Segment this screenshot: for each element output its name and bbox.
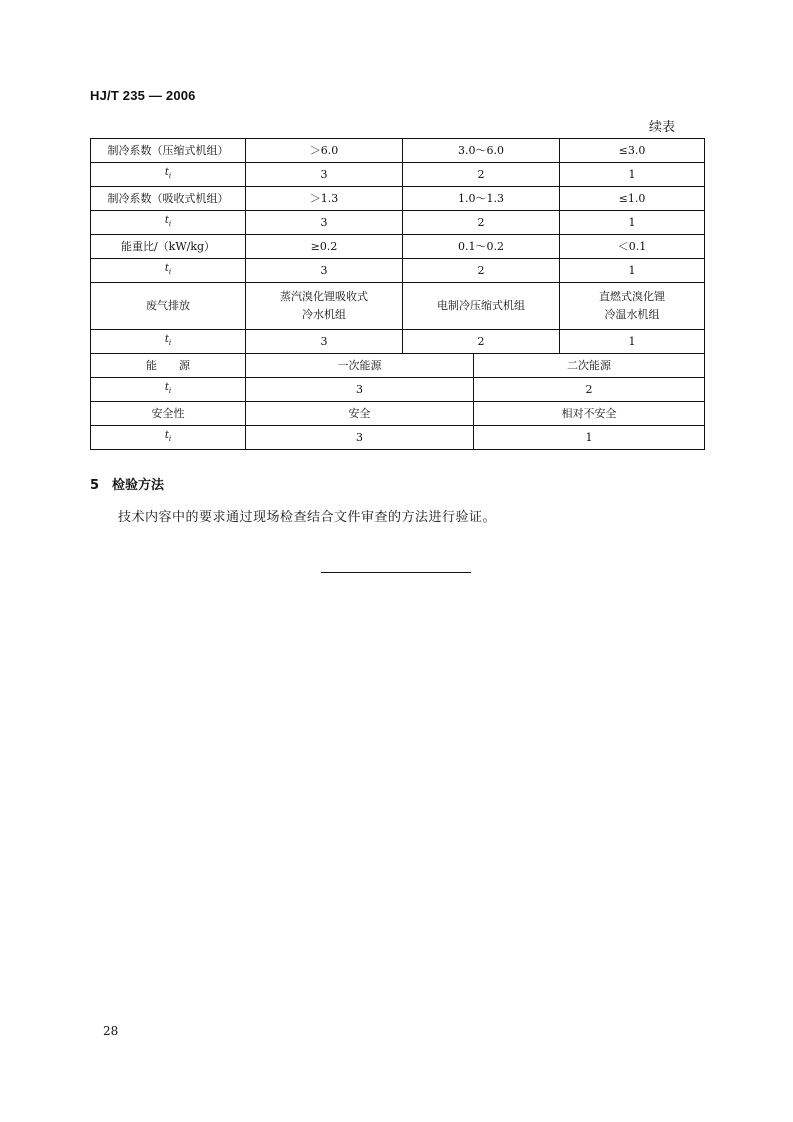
cell-value: 1 — [474, 426, 705, 450]
cell-value: 3 — [246, 426, 474, 450]
cell-value: 一次能源 — [246, 354, 474, 378]
row-label: 能重比/（kW/kg） — [91, 235, 246, 259]
cell-value: ＞6.0 — [246, 139, 403, 163]
page-number: 28 — [103, 1024, 119, 1038]
cell-value: 2 — [403, 211, 560, 235]
cell-value: 蒸汽溴化锂吸收式冷水机组 — [246, 283, 403, 330]
cell-value: ＞1.3 — [246, 187, 403, 211]
document-id: HJ/T 235 — 2006 — [90, 88, 196, 103]
table-row — [91, 211, 705, 235]
cell-value: 1 — [560, 211, 705, 235]
ti-label: $t_i$ — [91, 330, 246, 354]
cell-value: ≤1.0 — [560, 187, 705, 211]
section-paragraph: 技术内容中的要求通过现场检查结合文件审查的方法进行验证。 — [118, 510, 497, 525]
cell-value: 3 — [246, 330, 403, 354]
cell-value: 3 — [246, 378, 474, 402]
cell-value: 2 — [403, 259, 560, 283]
cell-value: ≤3.0 — [560, 139, 705, 163]
table-row — [91, 187, 705, 211]
table-row — [91, 402, 705, 426]
table-row — [91, 139, 705, 163]
cell-value: 1 — [560, 259, 705, 283]
cell-value: 安全 — [246, 402, 474, 426]
cell-value: 3 — [246, 211, 403, 235]
end-rule-divider — [321, 572, 471, 573]
row-label: 能 源 — [91, 354, 246, 378]
table-row — [91, 354, 705, 378]
row-label: 安全性 — [91, 402, 246, 426]
cell-value: 3.0～6.0 — [403, 139, 560, 163]
ti-label: $t_i$ — [91, 378, 246, 402]
cell-value: 1 — [560, 330, 705, 354]
cell-value: ＜0.1 — [560, 235, 705, 259]
criteria-table-main — [90, 138, 705, 354]
row-label: 制冷系数（吸收式机组） — [91, 187, 246, 211]
cell-value: 直燃式溴化锂冷温水机组 — [560, 283, 705, 330]
cell-value: 2 — [403, 163, 560, 187]
cell-value: 0.1～0.2 — [403, 235, 560, 259]
criteria-table-energy-safety — [90, 353, 705, 450]
cell-value: ≥0.2 — [246, 235, 403, 259]
cell-value: 2 — [474, 378, 705, 402]
row-label: 制冷系数（压缩式机组） — [91, 139, 246, 163]
cell-value: 2 — [403, 330, 560, 354]
table-row — [91, 426, 705, 450]
row-label: 废气排放 — [91, 283, 246, 330]
cell-value: 电制冷压缩式机组 — [403, 283, 560, 330]
ti-label: $t_i$ — [91, 426, 246, 450]
ti-label: $t_i$ — [91, 259, 246, 283]
table-row — [91, 163, 705, 187]
ti-label: $t_i$ — [91, 211, 246, 235]
section-heading: 5 检验方法 — [90, 478, 165, 493]
cell-value: 1.0～1.3 — [403, 187, 560, 211]
cell-value: 相对不安全 — [474, 402, 705, 426]
cell-value: 3 — [246, 259, 403, 283]
cell-value: 3 — [246, 163, 403, 187]
table-row — [91, 378, 705, 402]
ti-label: $t_i$ — [91, 163, 246, 187]
table-row — [91, 283, 705, 330]
cell-value: 二次能源 — [474, 354, 705, 378]
table-row — [91, 235, 705, 259]
table-row — [91, 259, 705, 283]
table-row — [91, 330, 705, 354]
cell-value: 1 — [560, 163, 705, 187]
table-continued-label: 续表 — [648, 120, 675, 135]
